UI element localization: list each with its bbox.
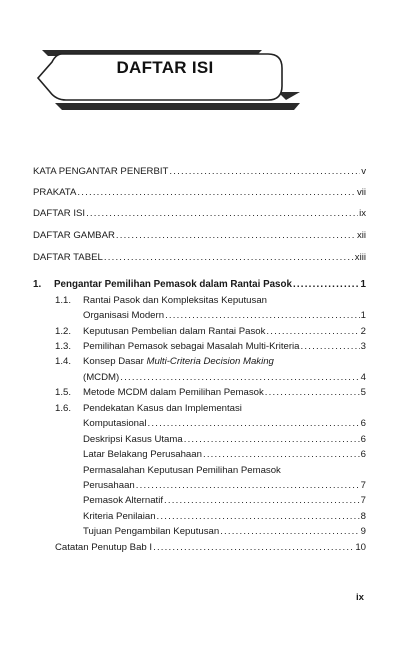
section-title: Pemilihan Pemasok sebagai Masalah Multi-Kriteria bbox=[83, 341, 300, 352]
section-page: 2 bbox=[360, 326, 366, 337]
section-1-1-title[interactable]: Rantai Pasok dan Kompleksitas Keputusan bbox=[83, 295, 267, 306]
subitem-label: Pemasok Alternatif bbox=[83, 495, 163, 506]
toc-entry-label: DAFTAR TABEL bbox=[33, 252, 103, 263]
chapter-number: 1. bbox=[33, 279, 42, 290]
section-1-4-title[interactable] bbox=[83, 356, 274, 368]
page-number: ix bbox=[355, 592, 364, 603]
toc-section-1-1[interactable] bbox=[83, 310, 366, 322]
subitem-permasalahan-title[interactable]: Permasalahan Keputusan Pemilihan Pemasok bbox=[83, 465, 281, 476]
toc-entry-daftar-tabel[interactable] bbox=[33, 252, 366, 264]
subitem-page: 9 bbox=[360, 526, 366, 537]
leader-dots bbox=[164, 495, 360, 507]
toc-subitem-deskripsi[interactable] bbox=[83, 434, 366, 446]
leader-dots bbox=[266, 326, 359, 338]
subitem-page: 6 bbox=[360, 434, 366, 445]
subitem-label: Kriteria Penilaian bbox=[83, 511, 156, 522]
section-page: 1 bbox=[360, 310, 366, 321]
leader-dots bbox=[203, 449, 360, 461]
section-number: 1.5. bbox=[55, 387, 72, 398]
toc-section-1-5[interactable] bbox=[55, 387, 366, 399]
section-1-1-number: 1.1. bbox=[55, 295, 72, 306]
subitem-label: Tujuan Pengambilan Keputusan bbox=[83, 526, 220, 537]
leader-dots bbox=[104, 252, 354, 264]
toc-section-1-2[interactable] bbox=[55, 326, 366, 338]
section-title: Keputusan Pembelian dalam Rantai Pasok bbox=[83, 326, 266, 337]
leader-dots bbox=[136, 480, 360, 492]
toc-entry-daftar-gambar[interactable] bbox=[33, 230, 366, 242]
toc-entry-label: DAFTAR GAMBAR bbox=[33, 230, 115, 241]
leader-dots bbox=[265, 387, 360, 399]
leader-dots bbox=[157, 511, 360, 523]
toc-chapter-1[interactable] bbox=[33, 279, 366, 291]
leader-dots bbox=[293, 279, 360, 291]
section-page: 6 bbox=[360, 418, 366, 429]
section-1-4-number: 1.4. bbox=[55, 356, 72, 367]
leader-dots bbox=[77, 187, 356, 199]
toc-subitem-pemasok-alternatif[interactable] bbox=[83, 495, 366, 507]
leader-dots bbox=[147, 418, 359, 430]
toc-section-1-4[interactable] bbox=[83, 372, 366, 384]
section-title-italic: Multi-Criteria Decision Making bbox=[146, 356, 274, 367]
page-title: DAFTAR ISI bbox=[116, 58, 214, 77]
toc-subitem-tujuan[interactable] bbox=[83, 526, 366, 538]
toc-entry-kata-pengantar[interactable] bbox=[33, 166, 366, 178]
toc-subitem-permasalahan[interactable] bbox=[83, 480, 366, 492]
subitem-page: 8 bbox=[360, 511, 366, 522]
toc-subitem-latar-belakang[interactable] bbox=[83, 449, 366, 461]
toc-section-1-6[interactable] bbox=[83, 418, 366, 430]
section-number: 1.3. bbox=[55, 341, 72, 352]
toc-entry-label: KATA PENGANTAR PENERBIT bbox=[33, 166, 169, 177]
section-page: 3 bbox=[360, 341, 366, 352]
section-title: Metode MCDM dalam Pemilihan Pemasok bbox=[83, 387, 264, 398]
leader-dots bbox=[301, 341, 360, 353]
section-title-prefix: Konsep Dasar bbox=[83, 356, 147, 367]
toc-section-1-3[interactable] bbox=[55, 341, 366, 353]
header-banner bbox=[0, 0, 405, 120]
toc-subitem-kriteria[interactable] bbox=[83, 511, 366, 523]
leader-dots bbox=[86, 208, 358, 220]
chapter-page: 1 bbox=[360, 279, 366, 290]
section-title-cont: (MCDM) bbox=[83, 372, 120, 383]
subitem-page: 7 bbox=[360, 495, 366, 506]
section-title-cont: Komputasional bbox=[83, 418, 147, 429]
subitem-label-cont: Perusahaan bbox=[83, 480, 135, 491]
leader-dots bbox=[120, 372, 359, 384]
toc-entry-page: ix bbox=[359, 208, 366, 219]
toc-entry-page: vii bbox=[356, 187, 366, 198]
section-title-cont: Organisasi Modern bbox=[83, 310, 165, 321]
toc-entry-page: v bbox=[361, 166, 366, 177]
leader-dots bbox=[153, 542, 354, 554]
section-1-6-number: 1.6. bbox=[55, 403, 72, 414]
subitem-label: Latar Belakang Perusahaan bbox=[83, 449, 202, 460]
closing-label: Catatan Penutup Bab I bbox=[55, 542, 153, 553]
subitem-page: 6 bbox=[360, 449, 366, 460]
leader-dots bbox=[220, 526, 359, 538]
chapter-title: Pengantar Pemilihan Pemasok dalam Rantai Pasok bbox=[54, 279, 292, 290]
toc-entry-page: xiii bbox=[354, 252, 366, 263]
toc-entry-label: DAFTAR ISI bbox=[33, 208, 86, 219]
section-1-6-title[interactable]: Pendekatan Kasus dan Implementasi bbox=[83, 403, 242, 414]
toc-entry-daftar-isi[interactable] bbox=[33, 208, 366, 220]
toc-entry-page: xii bbox=[356, 230, 366, 241]
toc-entry-prakata[interactable] bbox=[33, 187, 366, 199]
leader-dots bbox=[169, 166, 360, 178]
leader-dots bbox=[165, 310, 360, 322]
closing-page: 10 bbox=[355, 542, 366, 553]
section-number: 1.2. bbox=[55, 326, 72, 337]
leader-dots bbox=[184, 434, 360, 446]
section-page: 4 bbox=[360, 372, 366, 383]
section-page: 5 bbox=[360, 387, 366, 398]
toc-entry-label: PRAKATA bbox=[33, 187, 77, 198]
subitem-page: 7 bbox=[360, 480, 366, 491]
toc-closing-note[interactable] bbox=[55, 542, 366, 554]
subitem-label: Deskripsi Kasus Utama bbox=[83, 434, 183, 445]
leader-dots bbox=[116, 230, 356, 242]
